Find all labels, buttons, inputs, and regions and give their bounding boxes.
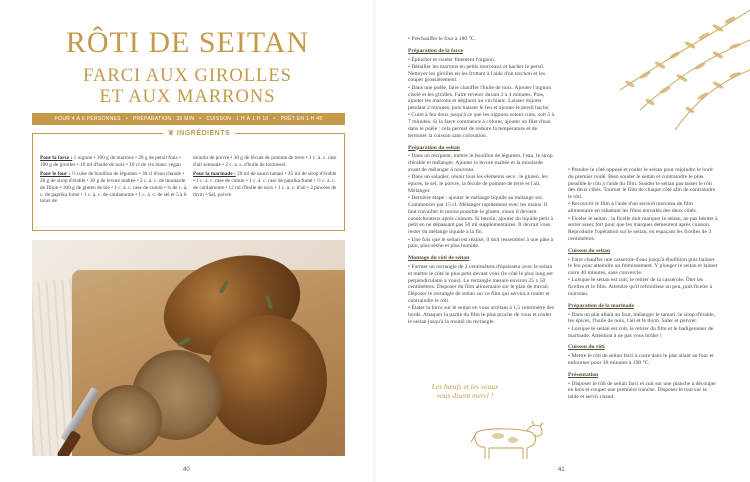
section-heading-cuisson-seitan: Cuisson du seitan: [568, 247, 610, 254]
recipe-meta-bar: [32, 113, 345, 125]
meta-ready-time: PRÊT EN 1 H 45: [280, 116, 323, 122]
meta-cook-time: CUISSON : 1 H À 1 H 10: [206, 116, 269, 122]
instruction-step: • Détailler les marrons en petits morceaux et hacher le persil. Nettoyer les girolles en les frottant à l'aide d'un torchon et les couper grossièrement.: [408, 63, 546, 84]
instruction-step: • Mettre le rôti de seitan farci à cuire dans le plat allant au four et enfourner pour 30 minutes à 190 °C.: [568, 353, 714, 366]
page-number-left: 40: [183, 467, 190, 473]
instruction-step: • Une fois que le seitan est réalisé, il doit ressembler à une pâte à pain, plus sèche et plus humide.: [408, 236, 554, 250]
ingredients-farce: [40, 155, 188, 169]
recipe-title: RÔTI DE SEITAN: [65, 26, 310, 59]
instruction-step: • Dans un saladier, réunir tous les éléments secs : le gluten, les épices, le sel, le poivre, la fécule de pomme de terre et l'ail. Mélanger.: [408, 174, 548, 194]
herb-sprig-illustration: [600, 0, 750, 140]
leaf-icon: ❦: [168, 130, 175, 137]
section-heading-montage: Montage du rôti de seitan: [408, 255, 470, 262]
pull-quote: [420, 382, 510, 400]
recipe-subtitle-line2: ET AUX MARRONS: [99, 87, 276, 107]
roast-slice: [92, 385, 162, 455]
recipe-photo: [32, 240, 345, 456]
instruction-preheat: • Préchauffer le four à 180 °C.: [408, 36, 476, 42]
instruction-step: • Ficeler le seitan : la ficelle doit marquer le seitan, ne pas hésiter à serrer assez fort pour que les marques demeurent après cuisson. Reproduire l'opération sur le seitan, en espaçant les ficelles de 3 centimètres.: [568, 215, 718, 242]
instruction-step: • Dans un plat allant au four, mélanger le tamari, le sirop d'érable, les épices, l'huile de noix, l'ail et le thym. Saler et poivrer.: [568, 311, 716, 325]
instruction-step: • Disposer le rôti de seitan farci et cuit sur une planche à découper en bois et couper une première tranche. Disposer le tout sur la table et servir chaud.: [568, 380, 717, 401]
instruction-step: • Lorsque le seitan est cuit, le retirer du film et le badigeonner de marinade. Attention à ne pas vous brûler !: [568, 325, 714, 339]
section-heading-marinade: Préparation de la marinade: [568, 302, 635, 309]
instruction-step: • Cuire à feu doux jusqu'à ce que les oignons soient cuits, soit 5 à 7 minutes. Si la farce commence à colorer, ajouter un filet d'eau dans le poêle : cela permet de réduire la température et de terminer la cuisson sans coloration.: [408, 112, 555, 139]
farce-text: 1 oignon • 100 g de marrons • 20 g de persil frais • 100 g de girolles • 10 ml d'huile de noix • 10 cl de vin blanc vegan: [40, 155, 181, 168]
instructions-column-1: [408, 36, 556, 326]
ingredients-column-2: [193, 155, 339, 200]
pull-quote-line2: vous disent merci !: [436, 391, 494, 400]
farce-label: Pour la farce :: [40, 155, 73, 161]
calf-illustration-icon: [463, 418, 548, 463]
four-label: Pour le four :: [40, 170, 71, 177]
instruction-step: • Prendre le côté opposé et rouler le seitan pour rejoindre le bord du premier roulé. Bien souder le seitan et contraindre le plus possible le rôti à l'aide du film. Souder le seitan pas tasser le rôti des deux côtés. Tourner le film de chaque côté afin de contraindre le rôti.: [568, 167, 716, 201]
ingredients-four: [40, 171, 188, 206]
instruction-step: • Lorsque le seitan est cuit, le retirer de la casserole. Ôter les ficelles et le film. Attendre qu'il refroidisse un peu, puis ficeler à nouveau.: [568, 277, 713, 298]
recipe-subtitle-line1: FARCI AUX GIROLLES: [83, 66, 292, 86]
instruction-step: • Recouvrir le film à l'aide d'un second morceau de film alimentaire en rabattant les films enroulés des deux côtés.: [568, 201, 698, 215]
meta-servings: POUR 4 À 6 PERSONNES: [54, 116, 121, 122]
bullet-icon: •: [199, 116, 202, 122]
section-heading-farce: Préparation de la farce: [408, 47, 464, 54]
four-text: ½ cube de bouillon de légumes • 30 cl d'eau chaude • 20 g de sirop d'érable • 30 g de levure maltée • 2 c. à. c. de moutarde de Dijon • 300 g de gluten de blé • 1 c. à. c. rase de cumin • ¾ de c. à. c. de paprika fumé • 1 c. à. c. de cardamome • 1 c. à. c. de sel et 5 à 6 tours de: [40, 170, 188, 205]
section-heading-cuisson-roti: Cuisson du rôti: [568, 344, 605, 351]
bullet-icon: •: [125, 116, 128, 122]
instruction-step: • Éplucher et ciseler finement l'oignon.: [408, 56, 496, 63]
instruction-step: • Dans un récipient, mettre le bouillon de légumes, l'eau, le sirop d'érable et mélanger. Ajouter la levure maltée et la moutarde avant de mélanger à nouveau.: [408, 153, 553, 174]
bullet-icon: •: [273, 116, 276, 122]
instruction-step: • Étaler la farce sur le seitan en vous arrêtant à 1,5 centimètre des bords. Attaquer la partie du film le plus proche de vous et rouler le seitan jusqu'à la moitié du rectangle.: [408, 305, 555, 325]
instructions-column-2: [568, 167, 718, 401]
ingredients-column-1: [40, 155, 188, 207]
marinade-text: 20 ml de sauce tamari • 45 ml de sirop d'érable • 1 c. à. c. rase de cumin • 1 c. à. c. rase de paprika fumé • ½ c. à. c. de cardamome • 12 ml d'huile de noix • 1 c. à. c. d'ail • 2 pincées de thym • Sel, poivre: [193, 170, 337, 198]
instruction-step: • Dans une poêle, faire chauffer l'huile de noix. Ajouter l'oignon ciselé et les girolles. Faire revenir durant 3 à 4 minutes. Puis, ajouter les marrons et déglacer au vin blanc. Laisser mijoter pendant 2 minutes, puis baisser le feu et ajouter le persil haché.: [408, 84, 552, 112]
instruction-step: • Dernière étape : ajouter le mélange liquide au mélange sec. Commencer par 15 cl. Mélanger rapidement avec les mains. Il faut travailler le moins possible le gluten, sinon il devient caoutchouteux après cuisson. Si besoin, ajouter du liquide petit à petit en ne dépassant pas 50 ml supplémentaires. Il devrait vous rester du mélange liquide à la fin.: [408, 195, 553, 236]
ingredients-heading-text: INGRÉDIENTS: [176, 130, 231, 137]
section-heading-seitan: Préparation du seitan: [408, 144, 460, 151]
meta-prep-time: PRÉPARATION : 35 MIN: [132, 116, 195, 122]
seitan-roast-end: [207, 315, 327, 445]
section-heading-presentation: Présentation: [568, 371, 599, 378]
pull-quote-line1: Les bœufs et les veaux: [431, 382, 499, 391]
page-number-right: 41: [558, 467, 565, 473]
instruction-step: • Former un rectangle de 2 centimètres d'épaisseur avec le seitan et mettre le côté le plus petit devant vous (le côté le plus long est perpendiculaire à vous). Le rectangle mesure environ 25 x 50 centimètres. Disposer du film alimentaire sur le plan de travail. Déposer le rectangle de seitan sur ce film qui servira à rouler et contraindre le rôti.: [408, 263, 553, 304]
instruction-step: • Faire chauffer une casserole d'eau jusqu'à ébullition puis baisser le feu pour atteindre un frémissement. Y plonger le seitan et laisser cuire 40 minutes, sans couvercle.: [568, 256, 718, 277]
ingredients-box: [32, 130, 345, 231]
ingredients-continued: moulin de poivre • 30 g de fécule de pomme de terre • 1 c. à. c. rase d'ail semoule • 2 c. à. s. d'huile de tournesol: [193, 155, 337, 168]
ingredients-heading: [163, 129, 235, 137]
ingredients-marinade: [193, 171, 339, 199]
marinade-label: Pour la marinade :: [193, 170, 236, 177]
